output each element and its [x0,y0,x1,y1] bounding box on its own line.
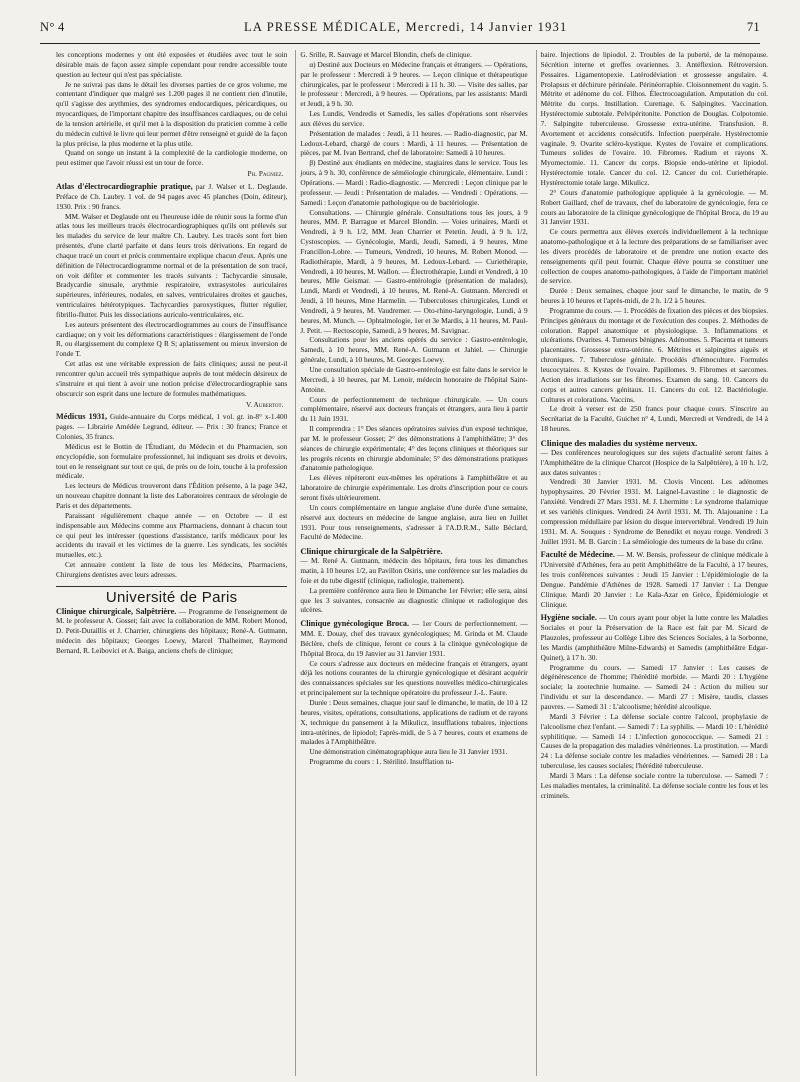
paragraph: Durée : Deux semaines, chaque jour sauf le dimanche, le matin, de 10 à 12 heures, visites, opérations, consultations, applications de radium et de rayons X, technique du pansement à la Mikulicz, insufflations tubaires, injections intra-utérines, de lipiodol; l'après-midi, de 5 à 7 heures, cours et examens de malades à l'Amphithéâtre. [300,698,528,747]
section-text: — Un cours ayant pour objet la lutte contre les Maladies Sociales et pour la Préservation de la Race est fait par M. Sicard de Plauzoles, professeur au Collège Libre des Sciences Sociales, à la Sorbonne, les Mardis (amphithéâtre Milne-Edwards) et Samedis (amphithéâtre Edgar-Quinet), à 17 h. 30. [540,613,769,662]
paragraph: Médicus est le Bottin de l'Étudiant, du Médecin et du Pharmacien, son encyclopédie, son formulaire professionnel, lui indiquant ses droits et devoirs, tout en le renseignant sur tout ce qui, de près ou de loin, touche à la profession médicale. [56,441,288,481]
paragraph: α) Destiné aux Docteurs en Médecine français et étrangers. — Opérations, par le professeur : Mercredi à 9 heures. — Leçon clinique et thérapeutique chirurgicales, par le professeur : Mercredi à 11 h. 30. — Visite des salles, par le professeur : Mercredi, à 9 heures. — Opérations, par les assistants: Mardi et Jeudi, à 9 h. 30. [300,59,528,109]
paragraph: Cet atlas est une véritable expression de faits cliniques; aussi ne peut-il rencontrer qu'un accueil très sympathique auprès de tout médecin désireux de s'instruire et qui tient à avoir une notion précise d'électrocardiographie sans obscurcir son esprit dans une lecture de formules mathématiques. [56,359,288,398]
issue-number: N° 4 [40,20,65,34]
header-rule [40,43,760,44]
paragraph [541,550,768,609]
paragraph: Les lecteurs de Médicus trouveront dans l'Édition présente, à la page 342, un nouveau chapitre donnant la liste des Laboratoires centraux de sérologie de Paris et des départements. [56,481,288,510]
section-heading: Hygiène sociale. [540,613,597,623]
paragraph: Cours de perfectionnement de technique chirurgicale. — Un cours complémentaire, réservé aux docteurs français et étrangers, aura lieu à partir du 11 Juin 1931. [300,394,528,424]
paragraph: Ce cours s'adresse aux docteurs en médecine français et étrangers, ayant déjà les notions courantes de la chirurgie gynécologique et désirant acquérir des connaissances spéciales sur les questions nouvelles médico-chirurgicales et principalement sur la technique opératoire du professeur J.-L. Faure. [300,658,528,698]
paragraph: Les auteurs présentent des électrocardiogrammes au cours de l'insuffisance cardiaque; on y voit les déformations caractéristiques : élargissement de l'onde R, ou élargissement du complexe Q R S; aplatissement ou mieux inversion de l'onde T. [56,319,288,359]
paragraph: Les Lundis, Vendredis et Samedis, les salles d'opérations sont réservées aux élèves du service. [300,109,528,128]
book-title: Médicus 1931, [56,412,108,422]
section-heading: Faculté de Médecine. [540,550,615,560]
column-1 [56,50,287,1076]
paragraph: Présentation de malades : Jeudi, à 11 heures. — Radio-diagnostic, par M. Ledoux-Lebard, chargé de cours : Mardi, à 11 heures. — Présentation de pièces, par M. Ivan Bertrand, chef de laboratoire: Samedi à 10 heures. [300,128,528,158]
section-text: — 1er Cours de perfectionnement. — MM. E. Douay, chef des travaux gynécologiques; M. Grinda et M. Claude Béclère, chefs de clinique, feront ce cours à la clinique gynécologique de l'hôpital Broca, du 19 Janvier au 31 Janvier 1931. [300,619,528,658]
paragraph: les conceptions modernes y ont été exposées et étudiées avec tout le soin désirable mais de façon assez simple cependant pour rendre accessible toute question au lecteur qui n'est pas spécialiste. [56,50,288,79]
section-heading: Clinique des maladies du système nerveux. [540,437,698,448]
paragraph: MM. Walser et Deglaude ont eu l'heureuse idée de réunir sous la forme d'un atlas tous les meilleurs tracés électrocardiographiques qu'ils ont prélevés sur les malades du service de leur maître Ch. Laubry. Les tracés sont fort bien présentés, d'une clarté parfaite et dans leurs trois dérivations. En regard de chaque tracé un court et précis commentaire explique chacun d'eux. Après une définition de l'électrocardiogramme normal et de la présentation de son tracé, on voit défiler et commenter les tracés suivants : Tachycardie sinusale, Bradycardie sinusale, arythmie respiratoire, extrasystoles auriculaires supérieures, inférieures, nodales, en salves, ventriculaires droites et gauches, ventriculaires hétérotypiques. Tachycardies paroxystiques, flutter régulier, fibrillo-flutter. Puis les dissociations auriculo-ventriculaires, etc. [56,211,288,319]
paragraph: Programme du cours : 1. Stérilité. Insufflation tu- [309,757,454,767]
paragraph: Je ne suivrai pas dans le détail les diverses parties de ce gros volume, me contentant d'indiquer que malgré ses 1.200 pages il ne contient rien d'inutile, qu'il s'agisse des arythmies, des syndromes endocardiques, péricardiques, ou myocardiques, de l'important chapitre des insuffisances cardiaques, ou de celui de la tension artérielle, et qu'il met à la disposition du praticien comme à celle du médecin cultivé le livre qui leur permet d'être renseigné et guidé de la façon la plus précise, la plus moderne et la plus utile. [56,79,288,148]
paragraph: Le droit à verser est de 250 francs pour chaque cours. S'inscrire au Secrétariat de la Faculté, Guichet n° 4, Lundi, Mercredi et Vendredi, de 14 à 18 heures. [540,404,769,434]
paragraph: baire. Injections de lipiodol. 2. Troubles de la puberté, de la ménopause. Sécrétion interne et greffes ovariennes. 3. Antéflexion. Rétroversion. Pessaires. Ligamentopexie. Latérodéviation et grossesse angulaire. 4. Prolapsus et déchirure périnéale. Périnéorraphie. Cloisonnement du vagin. 5. Métrite et adénome du col. Filhos. Électrocoagulation. Amputation du col. Métrite du corps. Instillation. Curettage. 6. Salpingites. Vaccination. Hystérectomie subtotale. Pelvipéritonite. Ponction de Douglas. Colpotomie. 7. Salpingite tuberculeuse. Grossesse extra-utérine. Transfusion. 8. Avortement et accidents consécutifs. Infection puerpérale. Hystérectomie vaginale. 9. Ovarite scléro-kystique. Kystes de l'ovaire et complications. Tumeurs solides de l'ovaire. 10. Fibromes. Radium et rayons X. Myomectomie. 11. Cancer du corps. Biopsie endo-utérine et lipiodol. Hystérectomie totale. Cancer du col. 12. Cancer du col. Curiethérapie. Hystérectomie totale large. Mikulicz. [540,50,769,187]
book-title: Atlas d'électrocardiographie pratique, [56,181,193,191]
journal-title: LA PRESSE MÉDICALE, Mercredi, 14 Janvier 1931 [244,20,568,34]
section-heading: Clinique gynécologique Broca. [300,619,410,629]
paragraph: La première conférence aura lieu le Dimanche 1er Février; elle sera, ainsi que les 3 suivantes, consacrée au diagnostic clinique et radiologique des ulcères. [300,585,528,615]
paragraph: Paraissant régulièrement chaque année — en Octobre — il est indispensable aux Médecins comme aux Pharmaciens, donnant à chacun tout ce qui peut les intéresser (questions d'assistance, tarifs médicaux pour les accidents du travail et les victimes de la guerre. Les syndicats, les sociétés mutuelles, etc.). [56,510,288,560]
text-columns [56,50,768,1076]
section-text: — Programme de l'enseignement de M. le professeur A. Gosset; fait avec la collaboration de MM. Robert Monod, D. Petit-Dutaillis et J. Charrier, chirurgiens des hôpitaux; René-A. Gutmann, médecin des hôpitaux; Georges Loewy, Marcel Thalheimer, Raymond Bernard, R. Leibovici et A. Baiga, anciens chefs de clinique; [56,606,288,655]
paragraph: Mardi 3 Février : La défense sociale contre l'alcool, prophylaxie de l'alcoolisme chez l'enfant. — Samedi 7 : La syphilis. — Mardi 10 : L'hérédité syphilitique. — Samedi 14 : L'infection gonococcique. — Samedi 21 : Causes de la propagation des maladies vénériennes. La prostitution. — Mardi 24 : La défense sociale contre les maladies vénériennes. — Samedi 28 : La tuberculose, les causes sociales; l'hérédité tuberculeuse. [540,711,769,771]
paragraph [541,613,768,662]
paragraph: Ce cours permettra aux élèves exercés individuellement à la technique anatomo-pathologique et à la lecture des préparations de se familiariser avec les divers procédés de laboratoire et de prendre une notion exacte des renseignements qu'il peut fournir. Chaque élève pourra se constituer une collection de coupes anatomo-pathologiques, à l'aide de l'important matériel de service. [540,227,769,286]
paragraph: Programme du cours. — Samedi 17 Janvier : Les causes de dégénérescence de l'homme; l'hérédité morbide. — Mardi 20 : L'hygiène sociale; la zootechnie humaine. — Samedi 24 : Action du milieu sur l'individu et sur la descendance. — Mardi 27 : Misère, taudis, classes pauvres. — Samedi 31 : L'alcoolisme; hérédité alcoolique. [540,662,769,711]
book-review-heading [56,412,287,442]
paragraph: Une consultation spéciale de Gastro-entérologie est faite dans le service le Mercredi, à 10 heures, par M. Lenoir, médecin honoraire de l'hôpital Saint-Antoine. [300,365,528,394]
paragraph: β) Destiné aux étudiants en médecine, stagiaires dans le service. Tous les jours, à 9 h. 30, conférence de séméiologie chirurgicale, élémentaire. Lundi : Opérations. — Mardi : Radio-diagnostic. — Mercredi : Leçon clinique par le professeur. — Jeudi : Présentation de malades. — Vendredi : Opérations. — Samedi : Leçon d'anatomie pathologique ou de bactériologie. [300,158,528,207]
page-header [40,20,760,42]
paragraph: — M. René A. Gutmann, médecin des hôpitaux, fera tous les dimanches matin, à 10 heures 1/2, au Pavillon Osiris, une conférence sur les maladies du foie et du tube digestif (clinique, radiologie, traitement). [300,556,528,585]
paragraph: Programme du cours. — 1. Procédés de fixation des pièces et des biopsies. Principes généraux du montage et de l'exécution des coupes. 2. Méthodes de coloration. Rappel anatomique et physiologique. 3. Inflammations et ulcérations. Ovarites. 4. Tumeurs bénignes. Adénomes. 5. Placenta et tumeurs placentaires. Grossesse extra-utérine. 6. Métrites et salpingites aiguës et chroniques. 7. Tuberculose génitale. Procédés d'hémoculture. Formules leucocytaires. 8. Kystes de l'ovaire. Papillomes. 9. Fibromes et sarcomes. Action des irradiations sur les fibromes. Examen du sang. 10. Cancers du corps et autres cancers génitaux. 11. Cancers du col. 12. Bactériologie. Cultures et colorations. Vaccins. [540,305,769,404]
signature: V. Aubertot. [245,399,284,409]
column-2 [295,50,527,1076]
paragraph: Il comprendra : 1° Des séances opératoires suivies d'un exposé technique, par M. le professeur Gosset; 2° des démonstrations à l'amphithéâtre; 3° des séances de chirurgie expérimentale; 4° des leçons cliniques et théoriques sur les progrès récents en chirurgie abdominale; 5° des démonstrations pratiques d'anatomie pathologique. [300,424,528,473]
paragraph: Mardi 3 Mars : La défense sociale contre la tuberculose. — Samedi 7 : Les maladies mentales, la criminalité. La défense sociale contre les fous et les criminels. [540,770,769,800]
paragraph: Consultations pour les anciens opérés du service : Gastro-entérologie, Samedi, à 10 heures, MM. René-A. Gutmann et Jahiel. — Chirurgie générale, Lundi, à 10 heures, M. Georges Loewy. [300,335,528,365]
paragraph [56,607,287,656]
paragraph: Les élèves répèteront eux-mêmes les opérations à l'amphithéâtre et au laboratoire de chirurgie expérimentale. Les droits d'inscription pour ce cours seront fixés ultérieurement. [300,473,528,502]
paragraph: Vendredi 30 Janvier 1931. M. Clovis Vincent. Les adénomes hypophysaires. 20 Février 1931. M. Laignel-Lavastine : le diagnostic de l'anxiété. Vendredi 27 Mars 1931. M. J. Lhermitte : Le syndrome thalamique et ses variétés cliniques. Vendredi 24 Avril 1931. M. Th. Alajouanine : La compression médullaire par lésion du disque intervertébral. Vendredi 19 Juin 1931. M. A. Souques : Syndrome de Benedikt et noyau rouge. Vendredi 3 Juillet 1931. M. B. Garcin : La séméiologie des tumeurs de la base du crâne. [540,477,769,546]
book-review-heading [56,182,287,212]
section-title: Université de Paris [56,586,287,603]
paragraph: Quand on songe un instant à la complexité de la cardiologie moderne, on peut estimer que l'avoir réussi est un tour de force. [56,148,288,168]
paragraph [300,619,527,658]
book-reference: par J. Walser et L. Deglaude. Préface de Ch. Laubry. 1 vol. de 94 pages avec 45 planches (Doin, éditeur), 1930. Prix : 90 francs. [56,181,288,211]
section-text: — M. W. Bensis, professeur de clinique médicale à l'Université d'Athènes, fera au petit Amphithéâtre de la Faculté, à 17 heures, les trois conférences suivantes : Jeudi 15 Janvier : L'épidémiologie de la Dengue. Pandémie d'Athènes de 1928. Samedi 17 Janvier : La Dengue Clinique. Mardi 20 Janvier : Le Kala-Azar en Grèce, Épidémiologie et Clinique. [540,550,769,609]
column-3 [536,50,768,1076]
book-reference: Guide-annuaire du Corps médical, 1 vol. gr. in-8° x-1.400 pages. — Librairie Amédée Legrand, éditeur. — Prix : 30 francs; France et Colonies, 35 francs. [56,412,288,442]
paragraph: Une démonstration cinématographique aura lieu le 31 Janvier 1931. [309,747,508,757]
paragraph: G. Srille, R. Sauvage et Marcel Blondin, chefs de clinique. [300,50,472,59]
signature: Ph. Pagniez. [247,169,284,179]
paragraph: 2° Cours d'anatomie pathologique appliquée à la gynécologie. — M. Robert Gaillard, chef de travaux, chef du laboratoire de gynécologie, fera ce cours au laboratoire de la clinique gynécologique de l'hôpital Broca, du 19 au 31 Janvier 1931. [540,187,769,227]
page-number: 71 [746,20,760,34]
paragraph: Consultations. — Chirurgie générale. Consultations tous les jours, à 9 heures, MM. P. Barrague et Marcel Blondin. — Voies urinaires, Mardi et Vendredi, à 9 h. 1/2, MM. Jean Charrier et Petetin. Jeudi, à 9 h. 1/2, Cystoscopies. — Gynécologie, Mardi, Jeudi, Samedi, à 9 heures, Mme Francillon-Lobre. — Tumeurs, Vendredi, 10 heures, M. Robert Monod. — Radiothérapie, Mardi, à 9 heures, M. Ledoux-Lebard. — Curiethérapie, Vendredi, à 10 heures, M. Wallon. — Électrothérapie, Lundi et Vendredi, à 10 heures, Mlle Geismar. — Gastro-entérologie (présentation de malades), Lundi, Mardi et Vendredi, à 10 heures, M. René-A. Gutmann. Mercredi et Jeudi, à 10 heures, Mme Harmelin. — Tuberculoses chirurgicales, Lundi et Vendredi, à 9 heures, M. Vaudremer. — Oto-rhino-laryngologie, Lundi, à 9 heures, M. Munch. — Ophtalmologie, 1er et 3e Mardis, à 11 heures, M. Paul-J. Petit. — Rectoscopie, Samedi, à 9 heures, M. Savignac. [300,207,528,335]
paragraph: Durée : Deux semaines, chaque jour sauf le dimanche, le matin, de 9 heures à 10 heures et l'après-midi, de 2 h. 1/2 à 5 heures. [540,286,769,306]
section-heading: Clinique chirurgicale, Salpêtrière. [56,606,177,616]
paragraph: Cet annuaire contient la liste de tous les Médecins, Pharmaciens, Chirurgiens dentistes avec leurs adresses. [56,560,288,579]
paragraph: — Des conférences neurologiques sur des sujets d'actualité seront faites à l'Amphithéâtre de la clinique Charcot (Hospice de la Salpêtrière), à 10 h. 1/2, aux dates suivantes : [540,447,769,477]
paragraph: Un cours complémentaire en langue anglaise d'une durée d'une semaine, réservé aux docteurs en médecine de langue anglaise, aura lieu en Juillet 1931. Pour tous renseignements, s'adresser à l'A.D.R.M., Salle Béclard, Faculté de Médecine. [300,502,528,542]
section-heading: Clinique chirurgicale de la Salpêtrière. [300,546,443,557]
